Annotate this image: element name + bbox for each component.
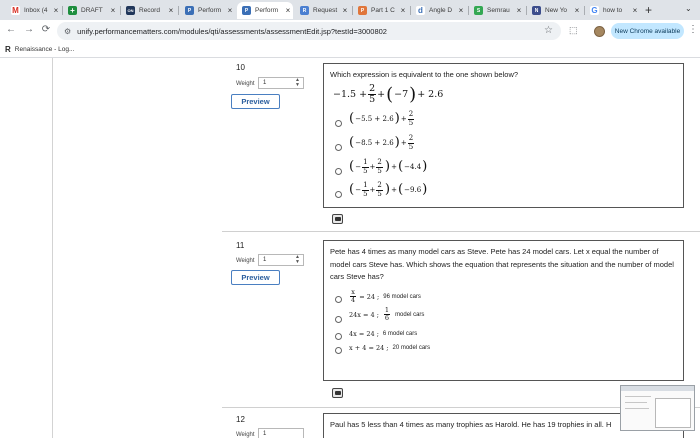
close-icon[interactable]: × (168, 6, 174, 15)
edit-question-icon[interactable] (332, 388, 343, 398)
back-button[interactable]: ← (6, 24, 16, 35)
tab-angle[interactable] (411, 2, 466, 19)
thumbnail-line (625, 408, 649, 409)
renaissance-icon: R (5, 45, 11, 54)
screen-thumbnail[interactable] (620, 385, 695, 431)
forward-button[interactable]: → (24, 24, 34, 35)
tab-label: Part 1 C (371, 7, 395, 14)
profile-avatar[interactable] (594, 26, 605, 37)
record-icon: ON (127, 8, 134, 13)
bookmark-renaissance[interactable]: Renaissance - Log... (14, 46, 75, 53)
option-expression: ( −5.5 + 2.6 ) + $\frac{2}{5}$ (349, 110, 414, 127)
thumbnail-line (625, 402, 647, 403)
tab-label: Angle D (429, 7, 453, 14)
question-number: 10 (236, 63, 245, 72)
option-radio[interactable] (335, 144, 342, 151)
tab-search-icon[interactable]: ⌄ (685, 4, 692, 13)
more-menu-icon[interactable]: ⋮ (688, 24, 698, 35)
close-icon[interactable]: × (458, 6, 464, 15)
option-unit: 96 model cars (383, 293, 421, 300)
tab-label: Record (139, 7, 160, 14)
close-icon[interactable]: × (110, 6, 116, 15)
reload-button[interactable]: ⟳ (41, 24, 51, 35)
tab-request[interactable] (295, 2, 350, 19)
option-unit: model cars (395, 311, 425, 318)
thumbnail-panel (655, 398, 691, 428)
edit-question-icon[interactable] (332, 214, 343, 224)
thumbnail-line (625, 396, 651, 397)
extensions-icon[interactable]: ⬚ (569, 25, 578, 35)
question-prompt: Paul has 5 less than 4 times as many trophies as Harold. He has 19 trophies in all. H (330, 420, 612, 429)
math-expression: −1.5 + $\frac{2}{5}$ + ( −7 ) + 2.6 (333, 83, 444, 106)
tab-perform[interactable] (180, 2, 235, 19)
option-unit: 20 model cars (392, 345, 431, 351)
performance-icon: P (242, 6, 251, 15)
assessment-edit-page (0, 58, 700, 438)
request-icon: R (300, 6, 309, 15)
tab-label: how to (603, 7, 623, 14)
close-icon[interactable]: × (516, 6, 522, 15)
tab-label: Request (313, 7, 338, 14)
question-number: 12 (236, 415, 245, 424)
gmail-icon: M (12, 6, 19, 15)
tab-draft[interactable] (63, 2, 118, 19)
semrau-icon: S (474, 6, 483, 15)
option-answer: $\frac{x}{4}$ = 24 ; 96 model cars (351, 288, 421, 305)
tab-label: Perform (198, 7, 222, 14)
plus-doc-icon: + (68, 6, 77, 15)
option-radio[interactable] (335, 191, 342, 198)
close-icon[interactable]: × (227, 6, 233, 15)
preview-button[interactable]: Preview (231, 94, 280, 109)
close-icon[interactable]: × (400, 6, 406, 15)
close-icon[interactable]: × (574, 6, 580, 15)
thumbnail-titlebar (621, 386, 694, 391)
tab-label: Semrau (487, 7, 510, 14)
option-unit: 6 model cars (382, 331, 418, 337)
flag-icon: N (532, 6, 541, 15)
weight-value: 1 (263, 257, 267, 263)
tab-google[interactable] (585, 2, 640, 19)
close-icon[interactable]: × (632, 6, 638, 15)
weight-label: Weight (236, 81, 255, 87)
preview-button[interactable]: Preview (231, 270, 280, 285)
tab-label: Inbox (4 (24, 7, 48, 14)
tab-label: DRAFT (81, 7, 103, 14)
close-icon[interactable]: × (285, 6, 291, 15)
question-number: 11 (236, 241, 245, 250)
option-expression: ( − $\frac{1}{5}$ + $\frac{2}{5}$ ) + ( −9.6 ) (349, 181, 428, 198)
google-icon: G (591, 6, 598, 15)
bookmark-star-icon[interactable]: ☆ (544, 25, 553, 36)
address-bar[interactable] (57, 22, 561, 40)
tab-strip (0, 0, 700, 20)
tab-newyork[interactable] (527, 2, 582, 19)
bookmarks-bar (0, 42, 700, 58)
site-info-icon[interactable]: ⚙ (64, 26, 72, 36)
weight-value: 1 (263, 80, 267, 86)
weight-input[interactable] (258, 77, 304, 89)
spinner-icon[interactable]: ▲ ▼ (295, 77, 300, 88)
question-separator (222, 231, 700, 232)
question-prompt: Which expression is equivalent to the one shown below? (330, 70, 519, 79)
option-expression: ( −8.5 + 2.6 ) + $\frac{2}{5}$ (349, 134, 414, 151)
tab-perform-active[interactable] (237, 2, 293, 19)
close-icon[interactable]: × (342, 6, 348, 15)
new-chrome-available-button[interactable]: New Chrome available (611, 23, 684, 39)
question-editor-box[interactable] (323, 63, 684, 208)
option-expression: ( − $\frac{1}{5}$ + $\frac{2}{5}$ ) + ( −4.4 ) (349, 158, 428, 175)
option-radio[interactable] (335, 120, 342, 127)
weight-input[interactable] (258, 254, 304, 266)
shield-icon: P (358, 6, 367, 15)
option-radio[interactable] (335, 316, 342, 323)
option-answer: 4x = 24 ; 6 model cars (349, 330, 418, 338)
tab-gmail[interactable] (6, 2, 61, 19)
option-radio[interactable] (335, 296, 342, 303)
spinner-icon[interactable]: ▲ ▼ (295, 254, 300, 265)
weight-label: Weight (236, 432, 255, 438)
tab-part1[interactable] (353, 2, 408, 19)
weight-input[interactable] (258, 428, 304, 438)
left-panel-divider (52, 58, 53, 438)
performance-icon: P (185, 6, 194, 15)
tab-label: New Yo (545, 7, 568, 14)
option-answer: x + 4 = 24 ; 20 model cars (349, 344, 431, 352)
url-text: unify.performancematters.com/modules/qti/assessments/assessmentEdit.jsp?testId=3000802 (77, 26, 387, 36)
tab-record[interactable] (121, 2, 176, 19)
option-radio[interactable] (335, 168, 342, 175)
weight-label: Weight (236, 258, 255, 264)
weight-value: 1 (263, 431, 267, 437)
option-radio[interactable] (335, 333, 342, 340)
tab-divider (178, 6, 179, 15)
tab-label: Perform (255, 7, 279, 14)
new-tab-button[interactable]: + (645, 3, 653, 17)
angle-icon: d (416, 6, 425, 15)
option-radio[interactable] (335, 347, 342, 354)
tab-semrau[interactable] (469, 2, 524, 19)
option-answer: 24x = 4 ; $\frac{1}{6}$ model cars (349, 306, 425, 323)
browser-toolbar (0, 20, 700, 42)
question-editor-box[interactable] (323, 240, 684, 381)
close-icon[interactable]: × (53, 6, 59, 15)
question-prompt: Pete has 4 times as many model cars as Steve. Pete has 24 model cars. Let x equal the number of model cars Steve has. Which shows the equation that represents the situation and the number of model cars Steve has? (330, 247, 674, 281)
